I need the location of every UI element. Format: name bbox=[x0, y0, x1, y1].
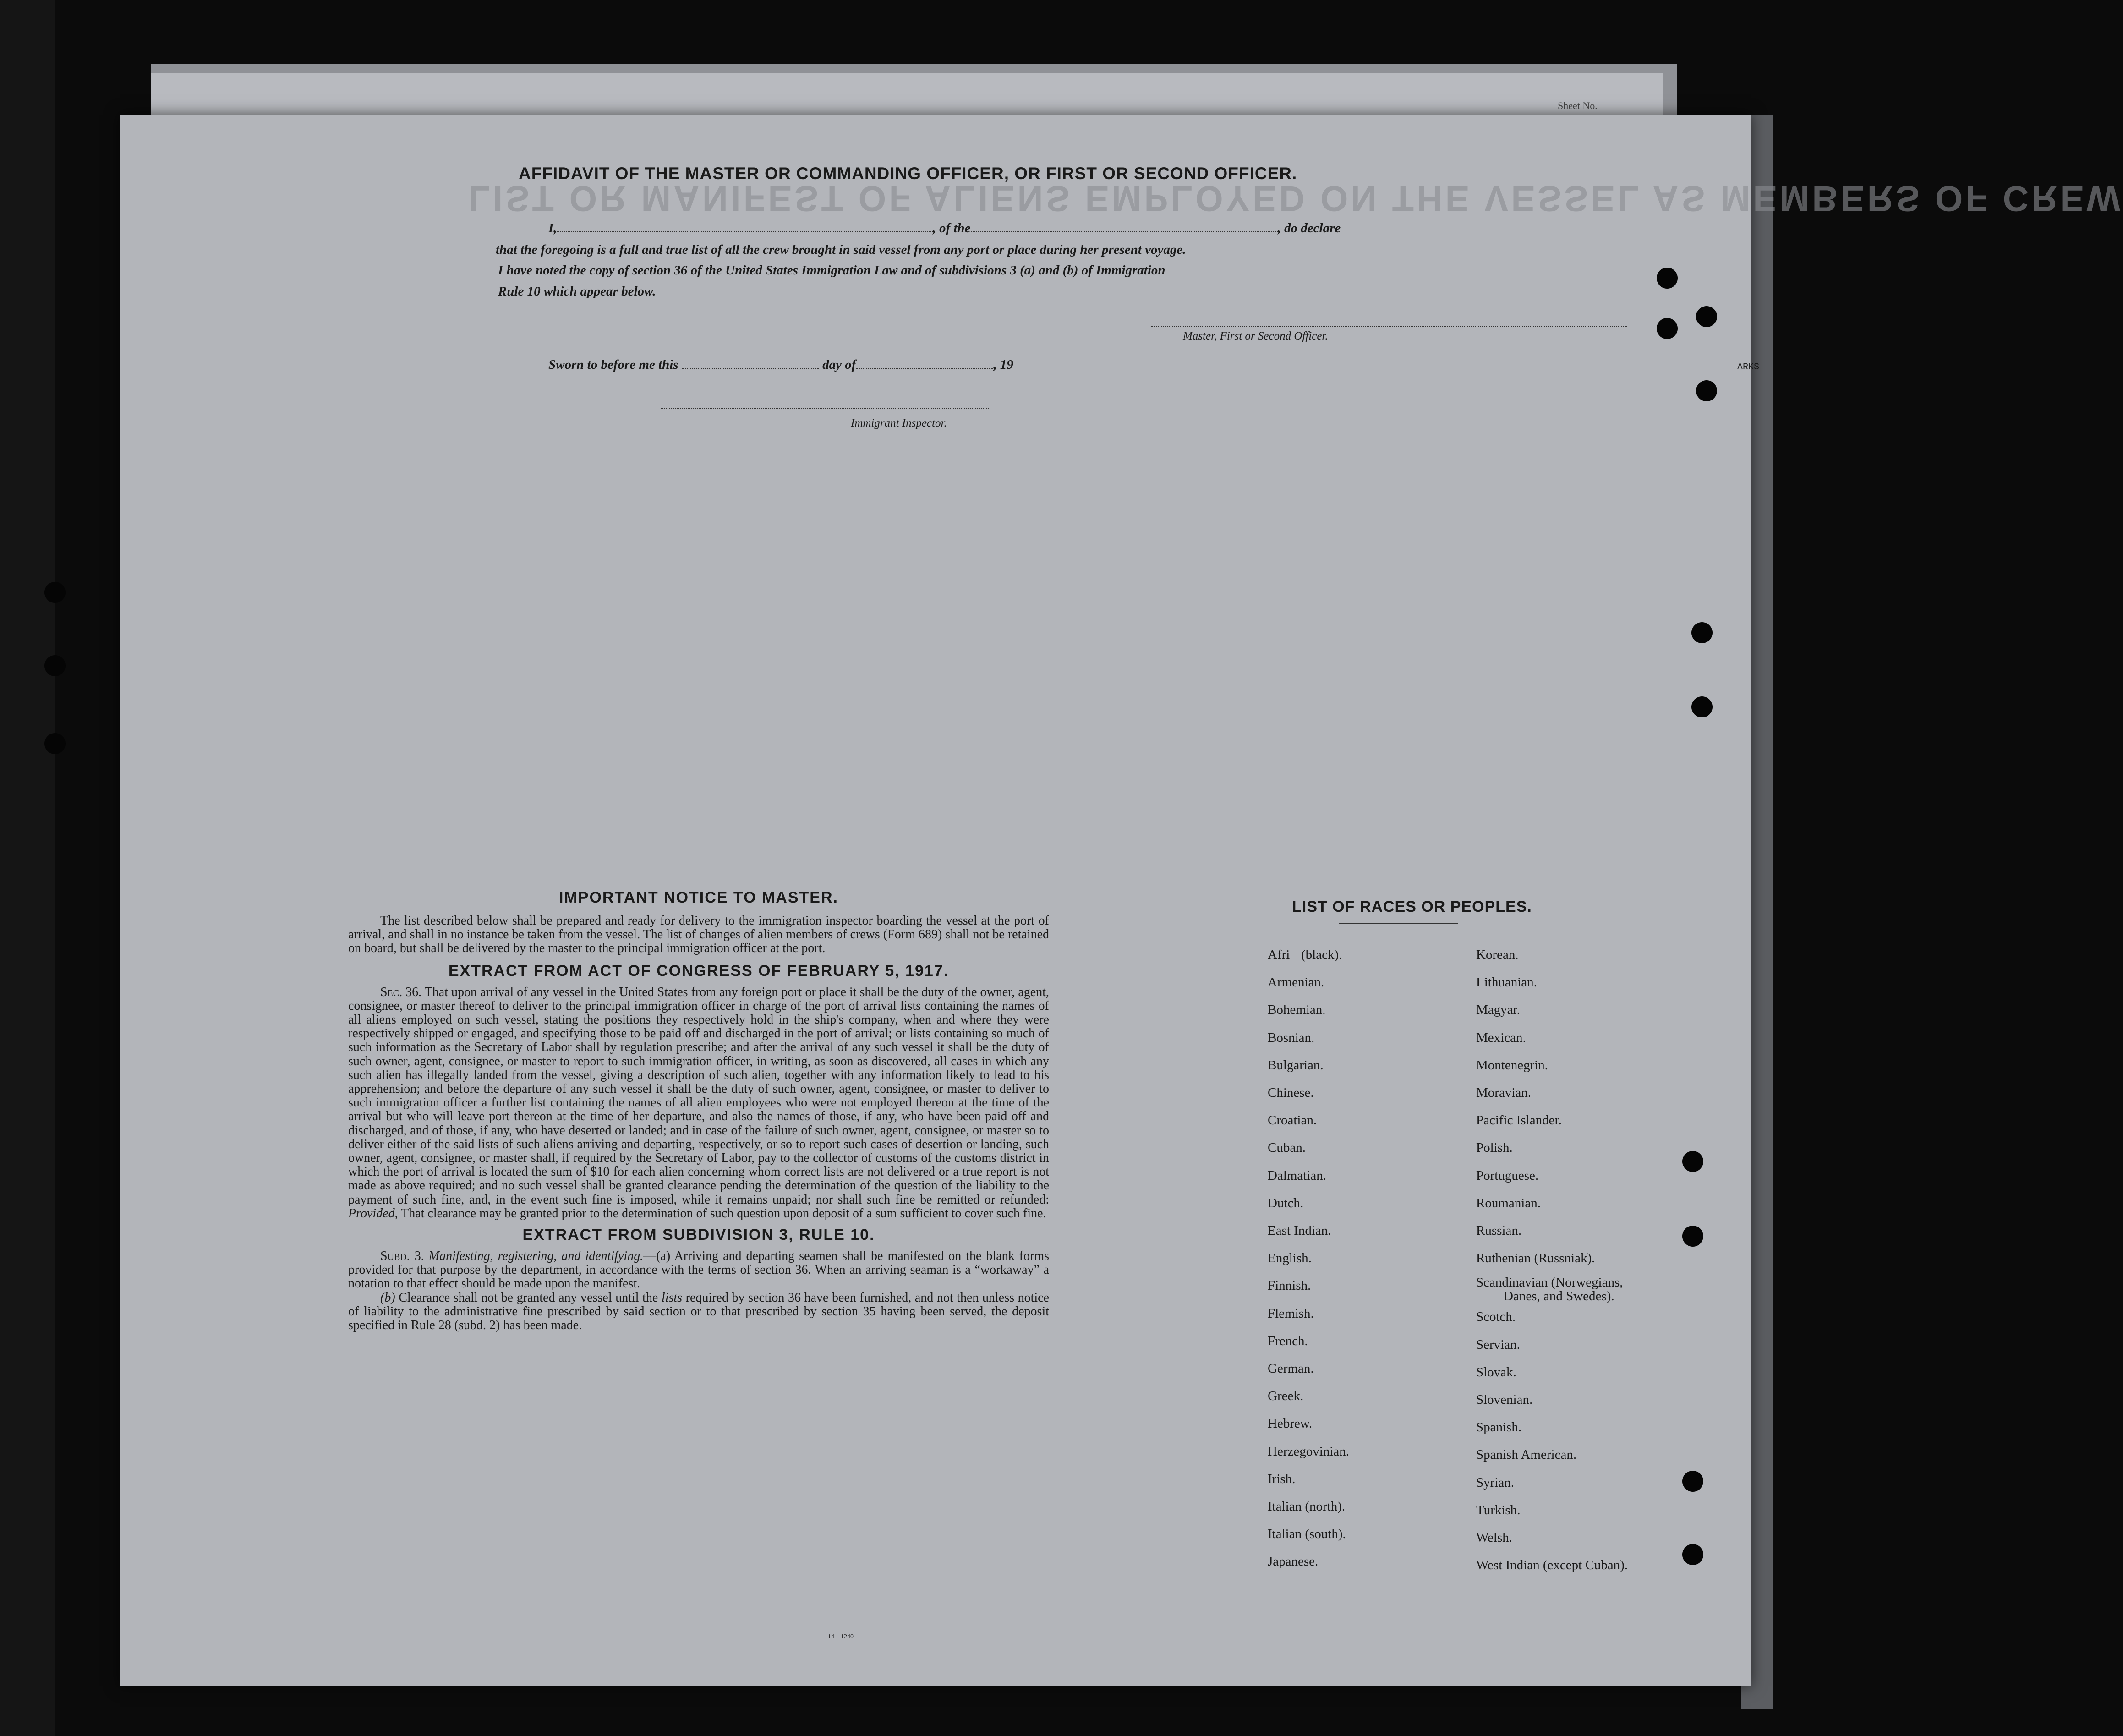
race-item: Portuguese. bbox=[1476, 1168, 1539, 1183]
races-column-1 bbox=[1268, 941, 1349, 1576]
race-item: Korean. bbox=[1476, 947, 1519, 962]
race-item: Irish. bbox=[1268, 1471, 1296, 1486]
subdivision-heading: Manifesting, registering, and identifying. bbox=[428, 1249, 644, 1264]
act-body-part1: That upon arrival of any vessel in the United States from any foreign port or place it shall be the duty of the owner, agent, consignee, or master thereof to deliver to the principal immigration officer in charge of the port of arrival lists containing the names of all aliens employed on such vessel, stating the positions they respectively hold in the ship's company, when and where they were respectively shipped or engaged, and specifying those to be paid off and discharged in the port of arrival; or lists containing so much of such information as the Secretary of Labor shall by regulation prescribe; and after the arrival of any such vessel it shall be the duty of such owner, agent, consignee, or master to report to such immigration officer, in writing, as soon as discovered, all cases in which any such alien has illegally landed from the vessel, giving a description of such alien, together with any information likely to lead to his apprehension; and before the departure of any such vessel it shall be the duty of such owner, agent, consignee, or master to deliver to such immigration officer a further list containing the names of all alien employees who were not employed thereon at the time of the arrival but who will leave port thereon at the time of her departure, and also the names of those, if any, who have been paid off and discharged, and of those, if any, who have deserted or landed; and in case of the failure of such owner, agent, consignee, or master so to deliver either of the said lists of such aliens arriving and departing, respectively, or so to report such cases of desertion or landing, such owner, agent, consignee, or master shall, if required by the Secretary of Labor, pay to the collector of customs of the customs district in which the port of arrival is located the sum of $10 for each alien concerning whom correct lists are not delivered or a true report is not made as above required; and no such vessel shall be granted clearance pending the determination of the question of the liability to the payment of such fine, and, in the event such fine is imposed, while it remains unpaid; nor shall such fine be remitted or refunded: bbox=[348, 985, 1049, 1207]
race-item: Flemish. bbox=[1268, 1306, 1314, 1321]
show-through-title: LIST OR MANIFEST OF ALIENS EMPLOYED ON THE VESSEL AS MEMBERS OF CREW bbox=[468, 179, 2123, 219]
act-extract-title: EXTRACT FROM ACT OF CONGRESS OF FEBRUARY 5, 1917. bbox=[448, 962, 949, 980]
race-item: Mexican. bbox=[1476, 1030, 1526, 1045]
punch-hole bbox=[44, 655, 66, 676]
race-item: Ruthenian (Russniak). bbox=[1476, 1251, 1595, 1266]
race-item: Slovak. bbox=[1476, 1364, 1516, 1380]
race-item: Turkish. bbox=[1476, 1502, 1521, 1517]
rule-para-b-text-1: Clearance shall not be granted any vessel until the bbox=[399, 1290, 658, 1305]
race-item: Japanese. bbox=[1268, 1554, 1319, 1569]
rule-para-a bbox=[348, 1249, 1049, 1291]
race-item: German. bbox=[1268, 1361, 1314, 1376]
race-item: Croatian. bbox=[1268, 1113, 1317, 1128]
show-through-remarks: ARKS bbox=[1737, 362, 1760, 372]
affidavit-title: AFFIDAVIT OF THE MASTER OR COMMANDING OFFICER, OR FIRST OR SECOND OFFICER. bbox=[519, 164, 1297, 183]
inspector-signature-label: Immigrant Inspector. bbox=[851, 417, 947, 429]
race-item: Pacific Islander. bbox=[1476, 1113, 1562, 1128]
race-item: English. bbox=[1268, 1251, 1312, 1266]
sworn-month-field[interactable] bbox=[856, 358, 993, 369]
affidavit-of-the: , of the bbox=[932, 221, 971, 235]
punch-hole bbox=[1682, 1544, 1703, 1565]
race-item: Bohemian. bbox=[1268, 1002, 1326, 1018]
race-item: Cuban. bbox=[1268, 1140, 1306, 1156]
race-item: Armenian. bbox=[1268, 975, 1324, 990]
affidavit-declaration-line bbox=[548, 221, 1341, 236]
race-item: Servian. bbox=[1476, 1337, 1520, 1352]
race-item: Slovenian. bbox=[1476, 1392, 1533, 1407]
sworn-year: , 19 bbox=[993, 357, 1013, 372]
subdivision-label: Subd. 3. bbox=[380, 1249, 424, 1264]
race-item: Afri (black). bbox=[1268, 947, 1342, 962]
rule-para-b-label: (b) bbox=[380, 1290, 395, 1305]
race-item: West Indian (except Cuban). bbox=[1476, 1558, 1628, 1573]
affidavit-line-4: Rule 10 which appear below. bbox=[498, 284, 656, 299]
punch-hole bbox=[1682, 1471, 1703, 1492]
rule-extract-title: EXTRACT FROM SUBDIVISION 3, RULE 10. bbox=[522, 1226, 875, 1244]
race-item: Italian (north). bbox=[1268, 1499, 1346, 1514]
sworn-line bbox=[548, 357, 1013, 372]
rule-para-a-text: —(a) Arriving and departing seamen shall be manifested on the blank forms provided for that purpose by the department, in accordance with the terms of section 36. When an arriving seaman is a “workaway” a notation to that effect should be made upon the manifest. bbox=[348, 1249, 1049, 1291]
punch-hole bbox=[1691, 696, 1713, 717]
section-label: Sec. 36. bbox=[380, 985, 422, 999]
race-item: Lithuanian. bbox=[1476, 975, 1537, 990]
race-item: Polish. bbox=[1476, 1140, 1513, 1156]
race-item: Chinese. bbox=[1268, 1085, 1314, 1101]
race-item: Welsh. bbox=[1476, 1530, 1513, 1545]
manifest-page-back bbox=[120, 115, 2123, 1686]
affidavit-section bbox=[120, 115, 1751, 444]
punch-hole bbox=[1682, 1151, 1703, 1172]
race-item: Montenegrin. bbox=[1476, 1057, 1548, 1073]
races-title-rule bbox=[1339, 923, 1458, 924]
race-item: Spanish. bbox=[1476, 1420, 1522, 1435]
proviso: Provided, bbox=[348, 1206, 398, 1221]
rule-para-b-lists: lists bbox=[661, 1290, 683, 1305]
race-item: Bulgarian. bbox=[1268, 1057, 1324, 1073]
race-item: East Indian. bbox=[1268, 1223, 1331, 1238]
sheet-number-label: Sheet No. bbox=[1558, 100, 1598, 111]
sworn-day-field[interactable] bbox=[682, 358, 819, 369]
race-item: Bosnian. bbox=[1268, 1030, 1315, 1045]
race-item: Danes, and Swedes). bbox=[1504, 1289, 1614, 1304]
sworn-day-of: day of bbox=[822, 357, 856, 372]
races-column-2 bbox=[1476, 941, 1628, 1579]
affidavit-line-3: I have noted the copy of section 36 of the United States Immigration Law and of subdivisions 3 (a) and (b) of Immigration bbox=[498, 263, 1165, 278]
race-item: Spanish American. bbox=[1476, 1447, 1577, 1462]
race-item: Russian. bbox=[1476, 1223, 1522, 1238]
races-title: LIST OF RACES OR PEOPLES. bbox=[1292, 898, 1532, 915]
master-signature-line[interactable] bbox=[1151, 326, 1627, 327]
race-item: French. bbox=[1268, 1333, 1308, 1348]
master-signature-label: Master, First or Second Officer. bbox=[1183, 330, 1328, 342]
master-name-field[interactable] bbox=[557, 221, 933, 232]
race-item: Scandinavian (Norwegians, bbox=[1476, 1275, 1623, 1290]
punch-hole bbox=[1691, 622, 1713, 643]
vessel-name-field[interactable] bbox=[971, 221, 1278, 232]
form-number: 14—1240 bbox=[828, 1633, 854, 1640]
punch-hole bbox=[1682, 1226, 1703, 1247]
inspector-signature-line[interactable] bbox=[661, 408, 990, 409]
race-item: Finnish. bbox=[1268, 1278, 1311, 1293]
punch-hole bbox=[44, 582, 66, 603]
notice-body: The list described below shall be prepared and ready for delivery to the immigration inspector boarding the vessel at the port of arrival, and shall in no instance be taken from the vessel. The list of changes of alien members of crews (Form 689) shall not be retained on board, but shall be delivered by the master to the principal immigration officer at the port. bbox=[348, 914, 1049, 956]
affidavit-declare: , do declare bbox=[1277, 221, 1341, 235]
rule-para-b bbox=[348, 1291, 1049, 1333]
punch-hole bbox=[44, 733, 66, 754]
race-item: Herzegovinian. bbox=[1268, 1444, 1349, 1459]
race-item: Roumanian. bbox=[1476, 1195, 1541, 1210]
previous-sheet-header bbox=[151, 73, 1663, 115]
race-item: Magyar. bbox=[1476, 1002, 1520, 1018]
sworn-prefix: Sworn to before me this bbox=[548, 357, 678, 372]
race-item: Moravian. bbox=[1476, 1085, 1531, 1101]
legal-text-column bbox=[348, 889, 1049, 1332]
notice-title: IMPORTANT NOTICE TO MASTER. bbox=[559, 889, 838, 906]
race-item: Italian (south). bbox=[1268, 1527, 1346, 1542]
act-body-part2: That clearance may be granted prior to the determination of such question upon deposit of a sum sufficient to cover such fine. bbox=[401, 1206, 1046, 1221]
affidavit-line-2: that the foregoing is a full and true list of all the crew brought in said vessel from any port or place during her present voyage. bbox=[496, 242, 1186, 257]
binder-edge-left bbox=[0, 0, 55, 1736]
race-item: Syrian. bbox=[1476, 1475, 1514, 1490]
rule-para-b-text-2: required by section 36 have been furnished, and not then unless notice of liability to the administrative fine prescribed by said section or to that prescribed by section 35 having been served, the deposit specified in Rule 28 (subd. 2) has been made. bbox=[348, 1290, 1050, 1333]
race-item: Hebrew. bbox=[1268, 1416, 1313, 1431]
races-list bbox=[1146, 898, 1669, 1573]
race-item: Dutch. bbox=[1268, 1195, 1304, 1210]
affidavit-prefix: I, bbox=[548, 221, 557, 235]
race-item: Greek. bbox=[1268, 1389, 1304, 1404]
race-item: Dalmatian. bbox=[1268, 1168, 1327, 1183]
race-item: Scotch. bbox=[1476, 1309, 1516, 1325]
act-extract-body bbox=[348, 986, 1049, 1221]
